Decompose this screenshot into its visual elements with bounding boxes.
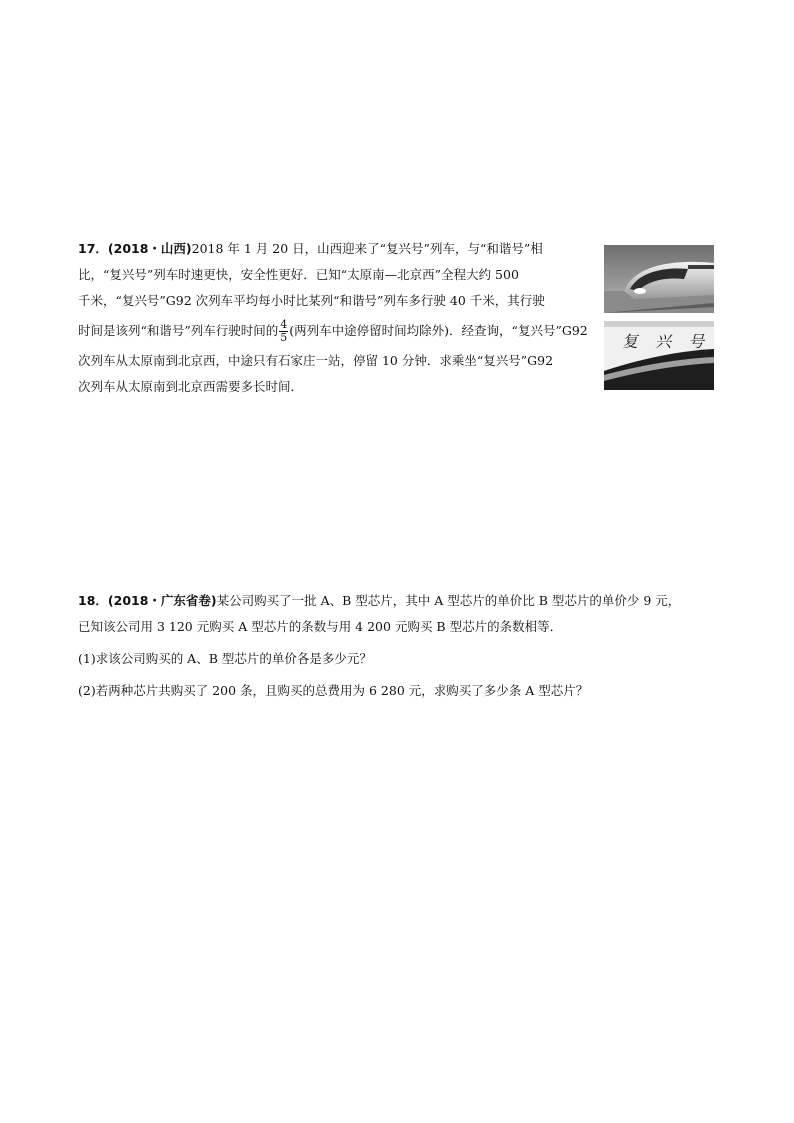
fraction-denominator: 5 (280, 331, 288, 344)
train-photo-1 (604, 245, 714, 313)
problem-17-line-3: 千米，“复兴号”G92 次列车平均每小时比某列“和谐号”列车多行驶 40 千米，其行驶 (78, 293, 545, 308)
fraction-numerator: 4 (280, 318, 288, 331)
problem-17-text-4b: (两列车中途停留时间均除外)．经查询，“复兴号”G92 (289, 323, 588, 338)
problem-18 (78, 588, 738, 704)
train-photo-2-caption: 复 兴 号 (622, 332, 711, 351)
problem-17 (78, 236, 598, 400)
fraction (279, 319, 288, 344)
train-photo-2 (604, 321, 714, 390)
train-photo-1-image (604, 245, 714, 313)
problem-18-source: (2018・广东省卷) (107, 593, 217, 608)
problem-17-line-4 (78, 314, 598, 348)
problem-17-text-4a: 时间是该列“和谐号”列车行驶时间的 (78, 323, 279, 338)
problem-18-part-2: (2)若两种芯片共购买了 200 条，且购买的总费用为 6 280 元，求购买了多少条 A 型芯片？ (78, 683, 589, 698)
problem-17-source: (2018・山西) (107, 241, 192, 256)
problem-17-text-1: 2018 年 1 月 20 日，山西迎来了“复兴号”列车，与“和谐号”相 (191, 241, 543, 256)
problem-17-line-5: 次列车从太原南到北京西，中途只有石家庄一站，停留 10 分钟．求乘坐“复兴号”G92 (78, 353, 554, 368)
problem-17-line-1 (78, 236, 598, 262)
problem-18-line-1 (78, 588, 738, 614)
problem-17-line-6: 次列车从太原南到北京西需要多长时间． (78, 379, 304, 394)
problem-18-part-1: (1)求该公司购买的 A、B 型芯片的单价各是多少元？ (78, 651, 372, 666)
problem-17-line-2: 比，“复兴号”列车时速更快，安全性更好．已知“太原南—北京西”全程大约 500 (78, 267, 519, 282)
problem-18-number: 18． (78, 593, 108, 608)
problem-18-line-2: 已知该公司用 3 120 元购买 A 型芯片的条数与用 4 200 元购买 B 型芯片的条数相等． (78, 619, 563, 634)
problem-17-number: 17． (78, 241, 108, 256)
problem-18-text-1: 某公司购买了一批 A、B 型芯片，其中 A 型芯片的单价比 B 型芯片的单价少 9 元， (216, 593, 681, 608)
